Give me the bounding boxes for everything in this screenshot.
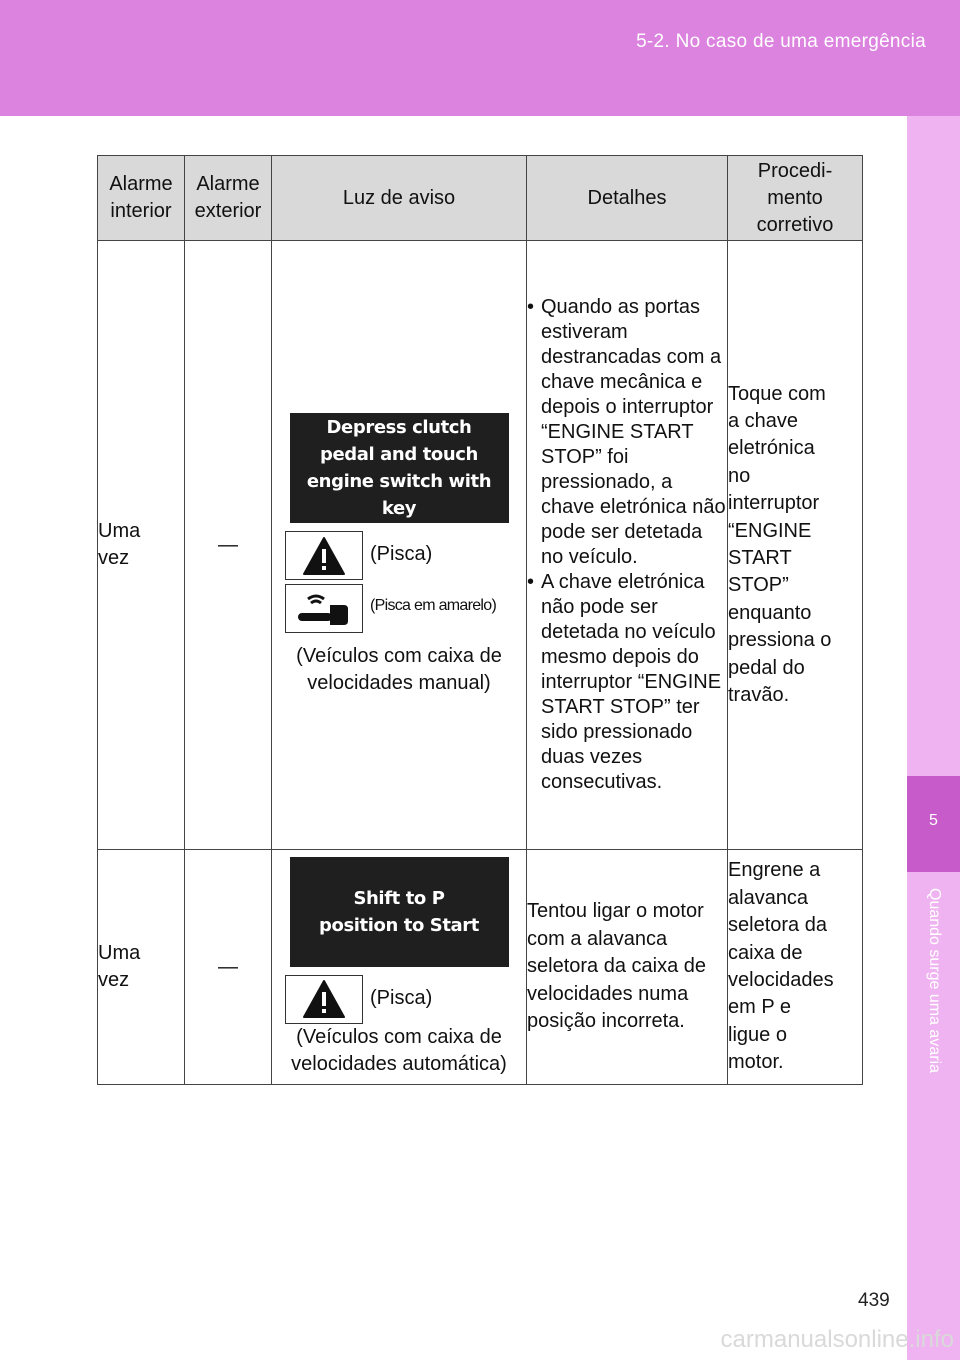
exterior-alarm-cell — [185, 850, 272, 1085]
procedure-text: Engrene a alavanca seletora da caixa de velocidades em P e ligue o motor. — [728, 859, 834, 1074]
details-cell — [527, 241, 728, 850]
interior-alarm-cell — [98, 850, 185, 1085]
table-row — [98, 241, 863, 850]
exterior-alarm-text: — — [218, 533, 238, 556]
details-text: Tentou ligar o motor com a alavanca seletora da caixa de velocidades numa posição incorreta. — [527, 900, 707, 1033]
table-row — [98, 850, 863, 1085]
interior-alarm-text: Uma vez — [98, 520, 141, 569]
vehicle-note: (Veículos com caixa de velocidades automática) — [291, 1025, 507, 1075]
exterior-alarm-text: — — [218, 955, 238, 978]
procedure-cell — [728, 850, 863, 1085]
indicator-row — [285, 531, 526, 580]
indicator-label: (Pisca em amarelo) — [370, 597, 497, 614]
interior-alarm-text: Uma vez — [98, 942, 141, 991]
vehicle-note: (Veículos com caixa de velocidades manual) — [296, 645, 502, 694]
indicator-label: (Pisca) — [370, 986, 433, 1009]
display-message: Shift to P position to Start — [319, 887, 479, 936]
warning-light-cell — [272, 241, 527, 850]
chapter-number: 5 — [929, 812, 938, 829]
list-item: • A chave eletrónica não pode ser detetada no veículo mesmo depois do interruptor “ENGINE START STOP” ter sido pressionado duas vezes consecutivas. — [527, 570, 727, 795]
header-warning-light: Luz de aviso — [272, 156, 527, 241]
warning-light-cell — [272, 850, 527, 1085]
section-title: 5-2. No caso de uma emergência — [636, 31, 926, 52]
watermark: carmanualsonline.info — [720, 1326, 954, 1353]
page-number: 439 — [858, 1290, 890, 1311]
chapter-sidebar — [907, 116, 960, 1360]
header-band — [0, 0, 960, 116]
header-interior-alarm: Alarme interior — [98, 156, 185, 241]
details-list — [527, 295, 727, 795]
exterior-alarm-cell — [185, 241, 272, 850]
details-cell — [527, 850, 728, 1085]
multi-info-display — [290, 413, 509, 523]
chapter-title: Quando surge uma avaria — [926, 888, 943, 1073]
procedure-text: Toque com a chave eletrónica no interruptor “ENGINE START STOP” enquanto pressiona o pedal do travão. — [728, 382, 832, 707]
warning-triangle-icon — [285, 531, 363, 580]
smart-key-icon — [285, 584, 363, 633]
display-message: Depress clutch pedal and touch engine switch with key — [306, 417, 492, 519]
indicator-row — [285, 975, 526, 1024]
indicator-label: (Pisca) — [370, 543, 433, 565]
header-details: Detalhes — [527, 156, 728, 241]
table-header-row — [98, 156, 863, 241]
procedure-cell — [728, 241, 863, 850]
multi-info-display — [290, 857, 509, 967]
interior-alarm-cell — [98, 241, 185, 850]
indicator-row — [285, 584, 526, 633]
alarm-table — [97, 155, 863, 1085]
list-item: • Quando as portas estiveram destrancadas com a chave mecânica e depois o interruptor “ENGINE START STOP” foi pressionado, a chave eletrónica não pode ser detetada no veículo. — [527, 295, 727, 570]
header-exterior-alarm: Alarme exterior — [185, 156, 272, 241]
warning-triangle-icon — [285, 975, 363, 1024]
header-procedure: Procedi- mento corretivo — [728, 156, 863, 241]
